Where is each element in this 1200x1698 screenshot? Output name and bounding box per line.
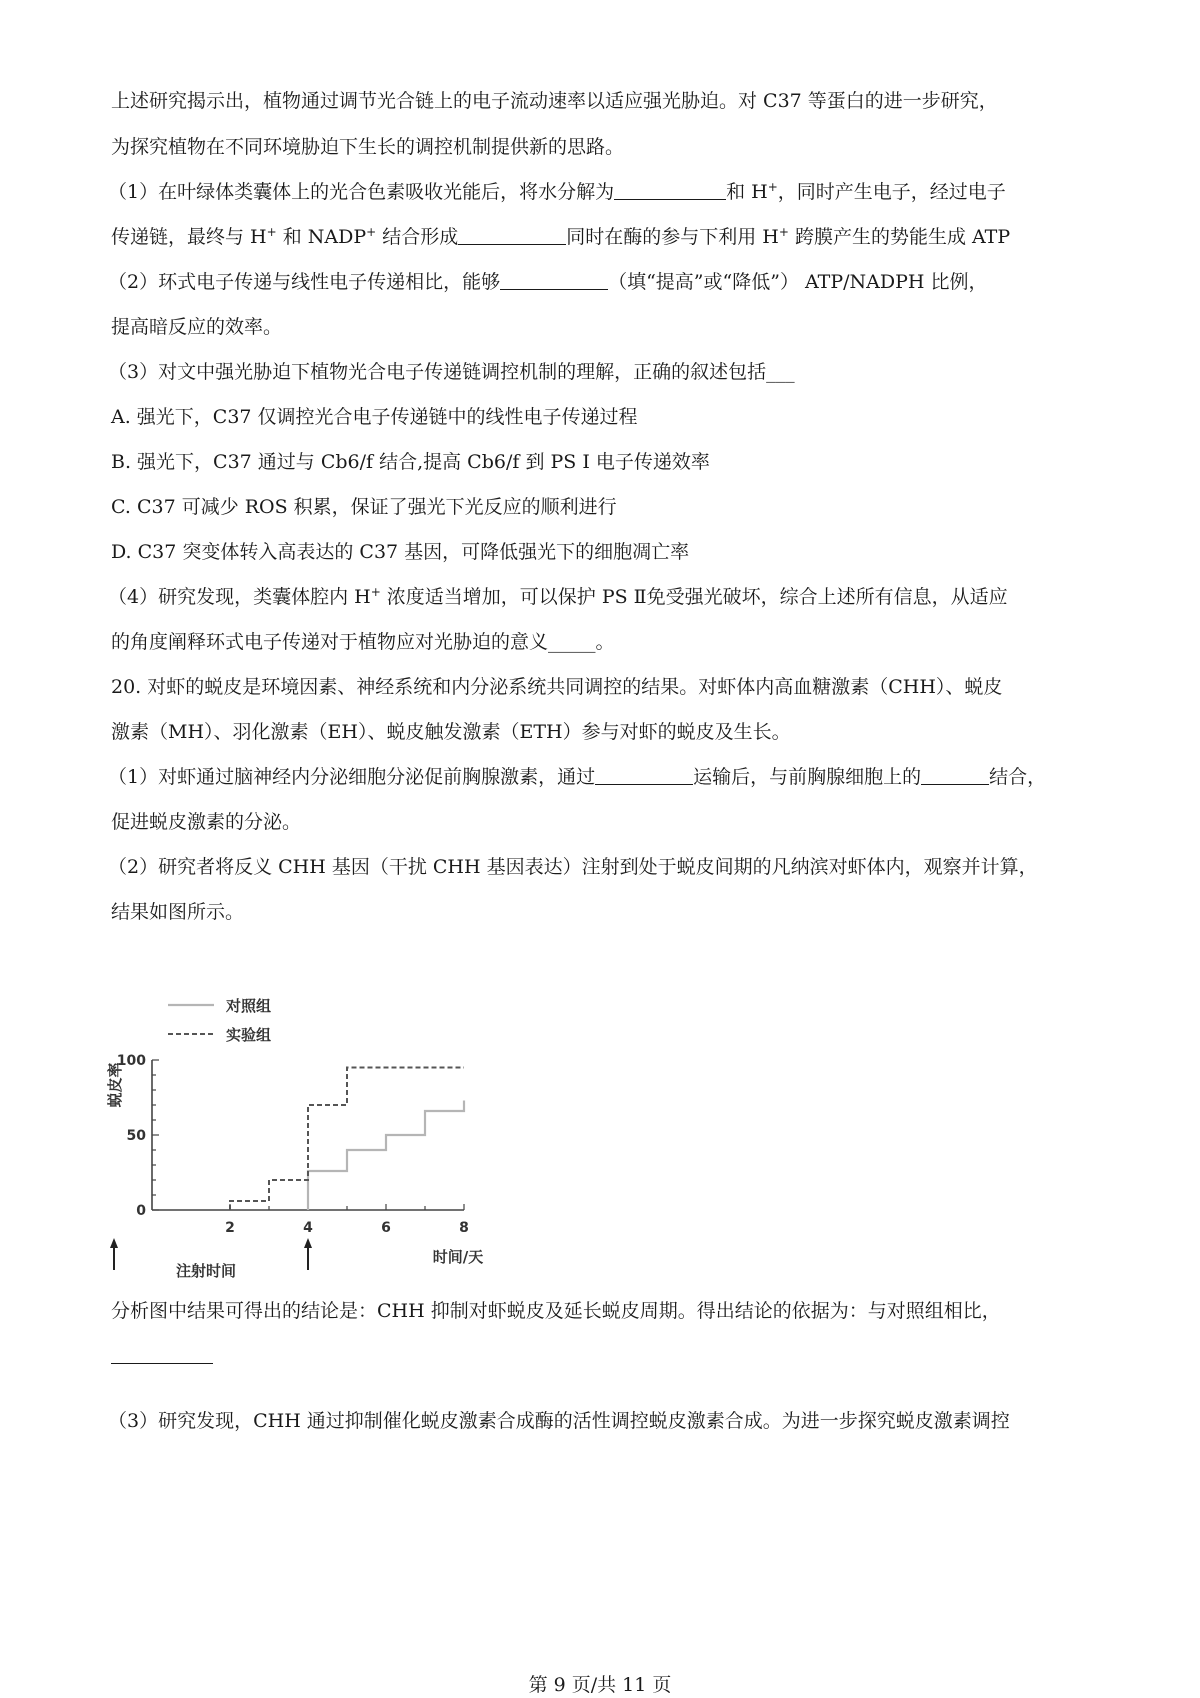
control-series-line <box>308 1101 464 1211</box>
question-20-2-line-2: 结果如图所示。 <box>111 901 245 923</box>
x-tick-label: 8 <box>459 1220 469 1236</box>
y-axis-label: 蜕皮率 <box>106 1062 124 1108</box>
conclusion-blank-line <box>111 1345 1110 1368</box>
injection-arrow-head <box>304 1238 312 1248</box>
page-footer: 第 9 页/共 11 页 <box>528 1674 672 1696</box>
option-a: A. 强光下，C37 仅调控光合电子传递链中的线性电子传递过程 <box>111 406 638 428</box>
question-2-line-2: 提高暗反应的效率。 <box>111 316 283 338</box>
conclusion-line: 分析图中结果可得出的结论是：CHH 抑制对虾蜕皮及延长蜕皮周期。得出结论的依据为：与对照组相比， <box>111 1300 1001 1322</box>
x-tick-label: 6 <box>381 1220 391 1236</box>
question-2-line-1: （2）环式电子传递与线性电子传递相比，能够 （填“提高”或“降低”） ATP/NADPH 比例， <box>108 271 988 293</box>
answer-blank[interactable] <box>921 766 989 785</box>
legend-control-label: 对照组 <box>226 997 272 1015</box>
question-20-1-line-1: （1）对虾通过脑神经内分泌细胞分泌促前胸腺激素，通过 运输后，与前胸腺细胞上的 结合， <box>108 766 1047 788</box>
legend-exp-label: 实验组 <box>226 1026 272 1044</box>
x-tick-label: 4 <box>303 1220 313 1236</box>
answer-blank[interactable] <box>614 181 726 200</box>
x-tick-label: 2 <box>225 1220 235 1236</box>
answer-blank[interactable] <box>500 271 608 290</box>
option-b: B. 强光下，C37 通过与 Cb6/f 结合,提高 Cb6/f 到 PS Ⅰ 电子传递效率 <box>111 451 710 473</box>
x-axis-label: 时间/天 <box>432 1248 484 1266</box>
question-1-line-2: 传递链，最终与 H+ 和 NADP+ 结合形成 同时在酶的参与下利用 H+ 跨膜产生的势能生成 ATP <box>111 225 1011 248</box>
question-20-line-1: 20. 对虾的蜕皮是环境因素、神经系统和内分泌系统共同调控的结果。对虾体内高血糖激素（CHH）、蜕皮 <box>111 676 1003 698</box>
injection-time-label: 注射时间 <box>176 1262 237 1280</box>
answer-blank[interactable] <box>458 226 566 245</box>
molting-rate-chart <box>108 990 548 1300</box>
question-3-stem: （3）对文中强光胁迫下植物光合电子传递链调控机制的理解，正确的叙述包括___ <box>108 361 795 383</box>
question-20-1-line-2: 促进蜕皮激素的分泌。 <box>111 811 302 833</box>
answer-blank[interactable] <box>111 1345 213 1364</box>
paragraph-line: 为探究植物在不同环境胁迫下生长的调控机制提供新的思路。 <box>111 136 625 158</box>
experimental-series-line <box>230 1068 464 1211</box>
paragraph-line: 上述研究揭示出，植物通过调节光合链上的电子流动速率以适应强光胁迫。对 C37 等蛋白的进一步研究， <box>111 90 998 112</box>
y-tick-label: 100 <box>116 1053 146 1069</box>
question-20-3-line: （3）研究发现，CHH 通过抑制催化蜕皮激素合成酶的活性调控蜕皮激素合成。为进一步探究蜕皮激素调控 <box>108 1410 1010 1432</box>
question-4-line-2: 的角度阐释环式电子传递对于植物应对光胁迫的意义_____。 <box>111 631 615 653</box>
injection-arrow-head <box>110 1238 118 1248</box>
answer-blank[interactable] <box>595 766 693 785</box>
y-tick-label: 50 <box>126 1128 146 1144</box>
y-tick-label: 0 <box>136 1203 146 1219</box>
option-c: C. C37 可减少 ROS 积累，保证了强光下光反应的顺利进行 <box>111 496 617 518</box>
option-d: D. C37 突变体转入高表达的 C37 基因，可降低强光下的细胞凋亡率 <box>111 541 690 563</box>
question-4-line-1: （4）研究发现，类囊体腔内 H+ 浓度适当增加，可以保护 PS Ⅱ免受强光破坏，综合上述所有信息，从适应 <box>108 585 1008 608</box>
question-20-2-line-1: （2）研究者将反义 CHH 基因（干扰 CHH 基因表达）注射到处于蜕皮间期的凡纳滨对虾体内，观察并计算， <box>108 856 1038 878</box>
question-1-line-1: （1）在叶绿体类囊体上的光合色素吸收光能后，将水分解为 和 H+，同时产生电子，经过电子 <box>108 180 1006 203</box>
question-20-line-2: 激素（MH）、羽化激素（EH）、蜕皮触发激素（ETH）参与对虾的蜕皮及生长。 <box>111 721 791 743</box>
